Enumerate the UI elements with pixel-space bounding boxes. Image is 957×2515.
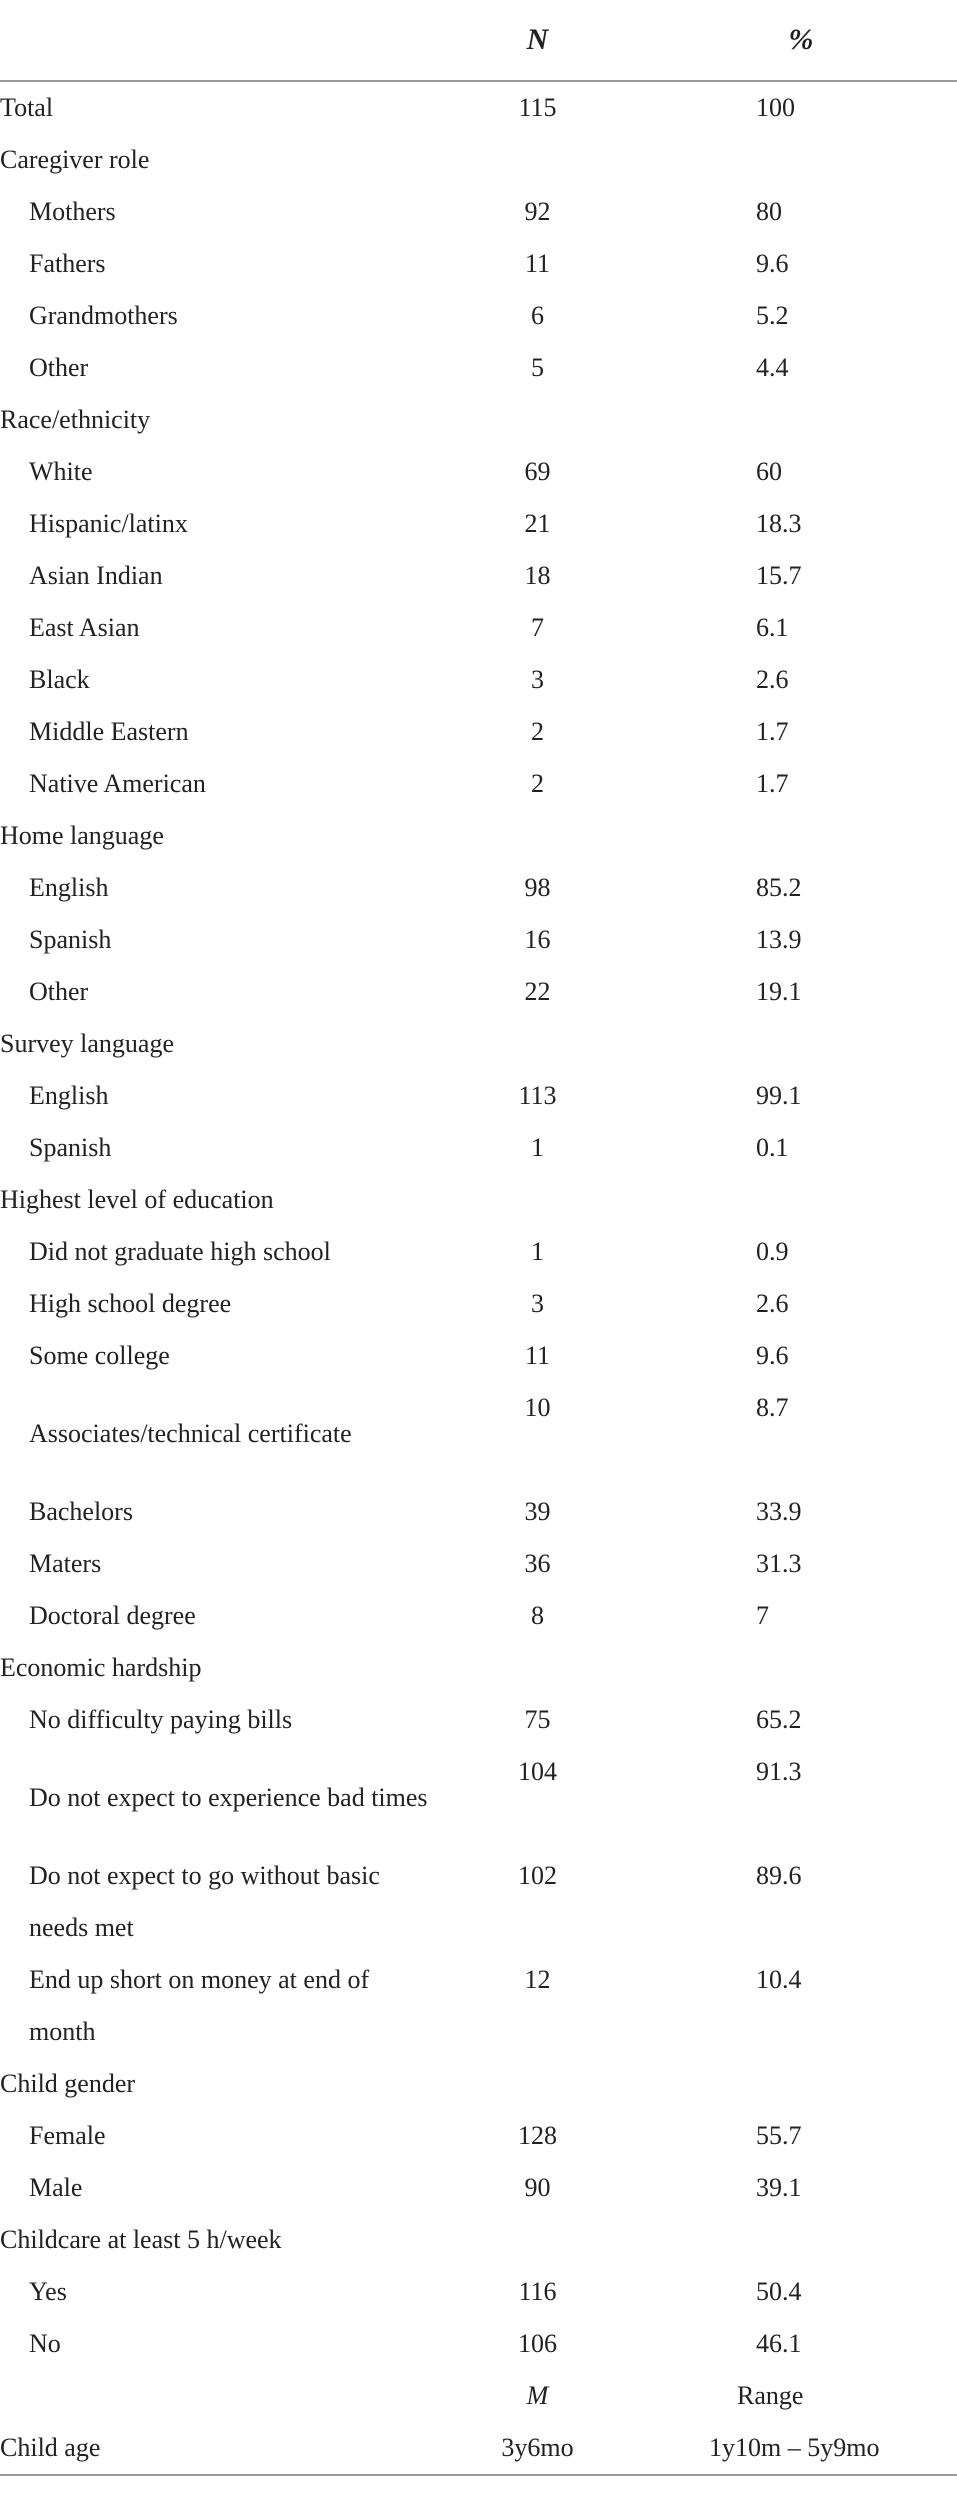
row-label: Spanish	[29, 1133, 112, 1162]
n-cell: 3y6mo	[430, 2422, 645, 2475]
percent-cell	[645, 394, 957, 446]
header-label-column	[0, 0, 430, 81]
n-cell: 90	[524, 2173, 551, 2202]
percent-cell: 4.4	[756, 353, 789, 382]
percent-cell: 15.7	[756, 561, 802, 590]
row-label: Native American	[29, 769, 206, 798]
row-label: Child age	[0, 2422, 430, 2475]
percent-cell: 31.3	[756, 1549, 802, 1578]
category-row	[0, 394, 957, 446]
n-cell: 116	[518, 2277, 557, 2306]
percent-cell: 99.1	[756, 1081, 802, 1110]
table-row	[0, 654, 957, 706]
category-row	[0, 2058, 957, 2110]
percent-cell: 1.7	[756, 717, 789, 746]
row-label: Maters	[29, 1549, 102, 1578]
n-cell	[430, 394, 645, 446]
n-cell: 69	[524, 457, 551, 486]
table-row	[0, 2266, 957, 2318]
row-label: Some college	[29, 1341, 170, 1370]
category-row	[0, 1642, 957, 1694]
row-label: High school degree	[29, 1289, 232, 1318]
row-label: Mothers	[29, 197, 116, 226]
row-label: Middle Eastern	[29, 717, 189, 746]
row-label: Male	[29, 2173, 83, 2202]
table-row	[0, 966, 957, 1018]
table-row	[0, 2318, 957, 2370]
row-label: Fathers	[29, 249, 106, 278]
table-row	[0, 1538, 957, 1590]
percent-cell: 80	[756, 197, 782, 226]
percent-cell: 10.4	[756, 1965, 802, 1994]
percent-cell: 0.1	[756, 1133, 789, 1162]
n-cell: 39	[524, 1497, 551, 1526]
n-cell: 2	[531, 717, 544, 746]
table-row	[0, 186, 957, 238]
percent-cell	[645, 134, 957, 186]
table-row	[0, 1382, 957, 1486]
mean-header: M	[526, 2381, 549, 2410]
n-cell: 16	[524, 925, 551, 954]
row-label: Hispanic/latinx	[29, 509, 188, 538]
percent-cell: 9.6	[756, 1341, 789, 1370]
percent-cell: 19.1	[756, 977, 802, 1006]
row-label: Grandmothers	[29, 301, 178, 330]
percent-cell: 33.9	[756, 1497, 802, 1526]
category-row	[0, 2214, 957, 2266]
table-row	[0, 1746, 957, 1850]
n-cell: 92	[524, 197, 551, 226]
row-label: Survey language	[0, 1029, 175, 1058]
percent-cell	[645, 2214, 957, 2266]
n-cell: 128	[518, 2121, 557, 2150]
table-row	[0, 238, 957, 290]
table-row	[0, 758, 957, 810]
percent-cell: 60	[756, 457, 782, 486]
category-row	[0, 1018, 957, 1070]
percent-cell	[645, 1642, 957, 1694]
n-cell: 3	[531, 1289, 544, 1318]
n-cell	[430, 1174, 645, 1226]
n-cell: 113	[518, 1081, 557, 1110]
table-row	[0, 914, 957, 966]
table-row	[0, 602, 957, 654]
table-body	[0, 81, 957, 2475]
row-label	[0, 2370, 430, 2422]
row-label: English	[29, 1081, 109, 1110]
table-row	[0, 2422, 957, 2475]
n-cell: 106	[518, 2329, 557, 2358]
category-row	[0, 134, 957, 186]
table-row	[0, 1850, 957, 1954]
row-label: No difficulty paying bills	[29, 1705, 293, 1734]
table-row	[0, 550, 957, 602]
percent-cell: 8.7	[756, 1393, 789, 1422]
percent-cell	[645, 2058, 957, 2110]
row-label: Spanish	[29, 925, 112, 954]
n-cell: 2	[531, 769, 544, 798]
percent-cell: 5.2	[756, 301, 789, 330]
row-label: Do not expect to go without basic needs met	[29, 1861, 380, 1942]
n-cell: 10	[524, 1393, 551, 1422]
n-cell: 21	[524, 509, 551, 538]
n-cell: 1	[531, 1133, 544, 1162]
row-label: Highest level of education	[0, 1185, 274, 1214]
n-cell	[430, 810, 645, 862]
table-row	[0, 1278, 957, 1330]
table-row	[0, 2110, 957, 2162]
n-cell: 11	[524, 1341, 551, 1370]
n-cell: 115	[518, 93, 557, 122]
n-cell: 6	[531, 301, 544, 330]
header-n: N	[430, 0, 645, 81]
percent-cell	[645, 1018, 957, 1070]
percent-cell: 55.7	[756, 2121, 802, 2150]
percent-cell: Range	[737, 2381, 804, 2410]
row-label: Associates/technical certificate	[29, 1419, 352, 1448]
percent-cell: 46.1	[756, 2329, 802, 2358]
percent-cell: 85.2	[756, 873, 802, 902]
table-row	[0, 706, 957, 758]
category-row	[0, 1174, 957, 1226]
table-row	[0, 2162, 957, 2214]
table-row	[0, 1694, 957, 1746]
row-label: Home language	[0, 821, 164, 850]
n-cell: 12	[524, 1965, 551, 1994]
table-row	[0, 1226, 957, 1278]
n-cell	[430, 2214, 645, 2266]
percent-cell: 18.3	[756, 509, 802, 538]
measure-header-row	[0, 2370, 957, 2422]
percent-cell: 7	[756, 1601, 769, 1630]
percent-cell: 2.6	[756, 665, 789, 694]
table-row	[0, 290, 957, 342]
n-cell	[430, 2370, 645, 2422]
row-label: Race/ethnicity	[0, 405, 151, 434]
n-cell: 102	[518, 1861, 557, 1890]
table-row	[0, 1486, 957, 1538]
row-label: Childcare at least 5 h/week	[0, 2225, 282, 2254]
row-label: Doctoral degree	[29, 1601, 196, 1630]
table-row	[0, 498, 957, 550]
percent-cell: 2.6	[756, 1289, 789, 1318]
row-label: Black	[29, 665, 90, 694]
row-label: Other	[29, 353, 89, 382]
row-label: Asian Indian	[29, 561, 163, 590]
table-header	[0, 0, 957, 81]
percent-cell: 100	[756, 93, 795, 122]
table-row	[0, 1070, 957, 1122]
table-row	[0, 81, 957, 134]
percent-cell: 50.4	[756, 2277, 802, 2306]
row-label: Child gender	[0, 2069, 136, 2098]
n-cell	[430, 1018, 645, 1070]
row-label: Economic hardship	[0, 1653, 202, 1682]
percent-cell: 0.9	[756, 1237, 789, 1266]
n-cell: 8	[531, 1601, 544, 1630]
percent-cell: 1y10m – 5y9mo	[645, 2422, 957, 2475]
n-cell: 18	[524, 561, 551, 590]
n-cell: 3	[531, 665, 544, 694]
row-label: Female	[29, 2121, 106, 2150]
percent-cell: 6.1	[756, 613, 789, 642]
n-cell: 104	[518, 1757, 557, 1786]
percent-cell: 89.6	[756, 1861, 802, 1890]
percent-cell: 39.1	[756, 2173, 802, 2202]
row-label: English	[29, 873, 109, 902]
percent-cell: 9.6	[756, 249, 789, 278]
table-row	[0, 1590, 957, 1642]
percent-cell: 65.2	[756, 1705, 802, 1734]
table-row	[0, 1330, 957, 1382]
n-cell: 11	[524, 249, 551, 278]
row-label: End up short on money at end of month	[29, 1965, 370, 2046]
n-cell	[430, 1642, 645, 1694]
row-label: No	[29, 2329, 61, 2358]
percent-cell: 13.9	[756, 925, 802, 954]
row-label: Bachelors	[29, 1497, 133, 1526]
n-cell	[430, 134, 645, 186]
n-cell: 5	[531, 353, 544, 382]
table-row	[0, 1954, 957, 2058]
row-label: Other	[29, 977, 89, 1006]
percent-cell: 91.3	[756, 1757, 802, 1786]
table-row	[0, 862, 957, 914]
row-label: White	[29, 457, 93, 486]
n-cell: 75	[524, 1705, 551, 1734]
row-label: East Asian	[29, 613, 140, 642]
row-label: Caregiver role	[0, 145, 150, 174]
n-cell: 36	[524, 1549, 551, 1578]
n-cell: 22	[524, 977, 551, 1006]
table-row	[0, 1122, 957, 1174]
n-cell	[430, 2058, 645, 2110]
percent-cell	[645, 810, 957, 862]
percent-cell: 1.7	[756, 769, 789, 798]
table-row	[0, 342, 957, 394]
header-percent: %	[645, 0, 957, 81]
row-label: Did not graduate high school	[29, 1237, 331, 1266]
row-label: Total	[0, 93, 54, 122]
category-row	[0, 810, 957, 862]
n-cell: 1	[531, 1237, 544, 1266]
table-row	[0, 446, 957, 498]
row-label: Do not expect to experience bad times	[29, 1783, 428, 1812]
n-cell: 98	[524, 873, 551, 902]
n-cell: 7	[531, 613, 544, 642]
row-label: Yes	[29, 2277, 67, 2306]
percent-cell	[645, 1174, 957, 1226]
